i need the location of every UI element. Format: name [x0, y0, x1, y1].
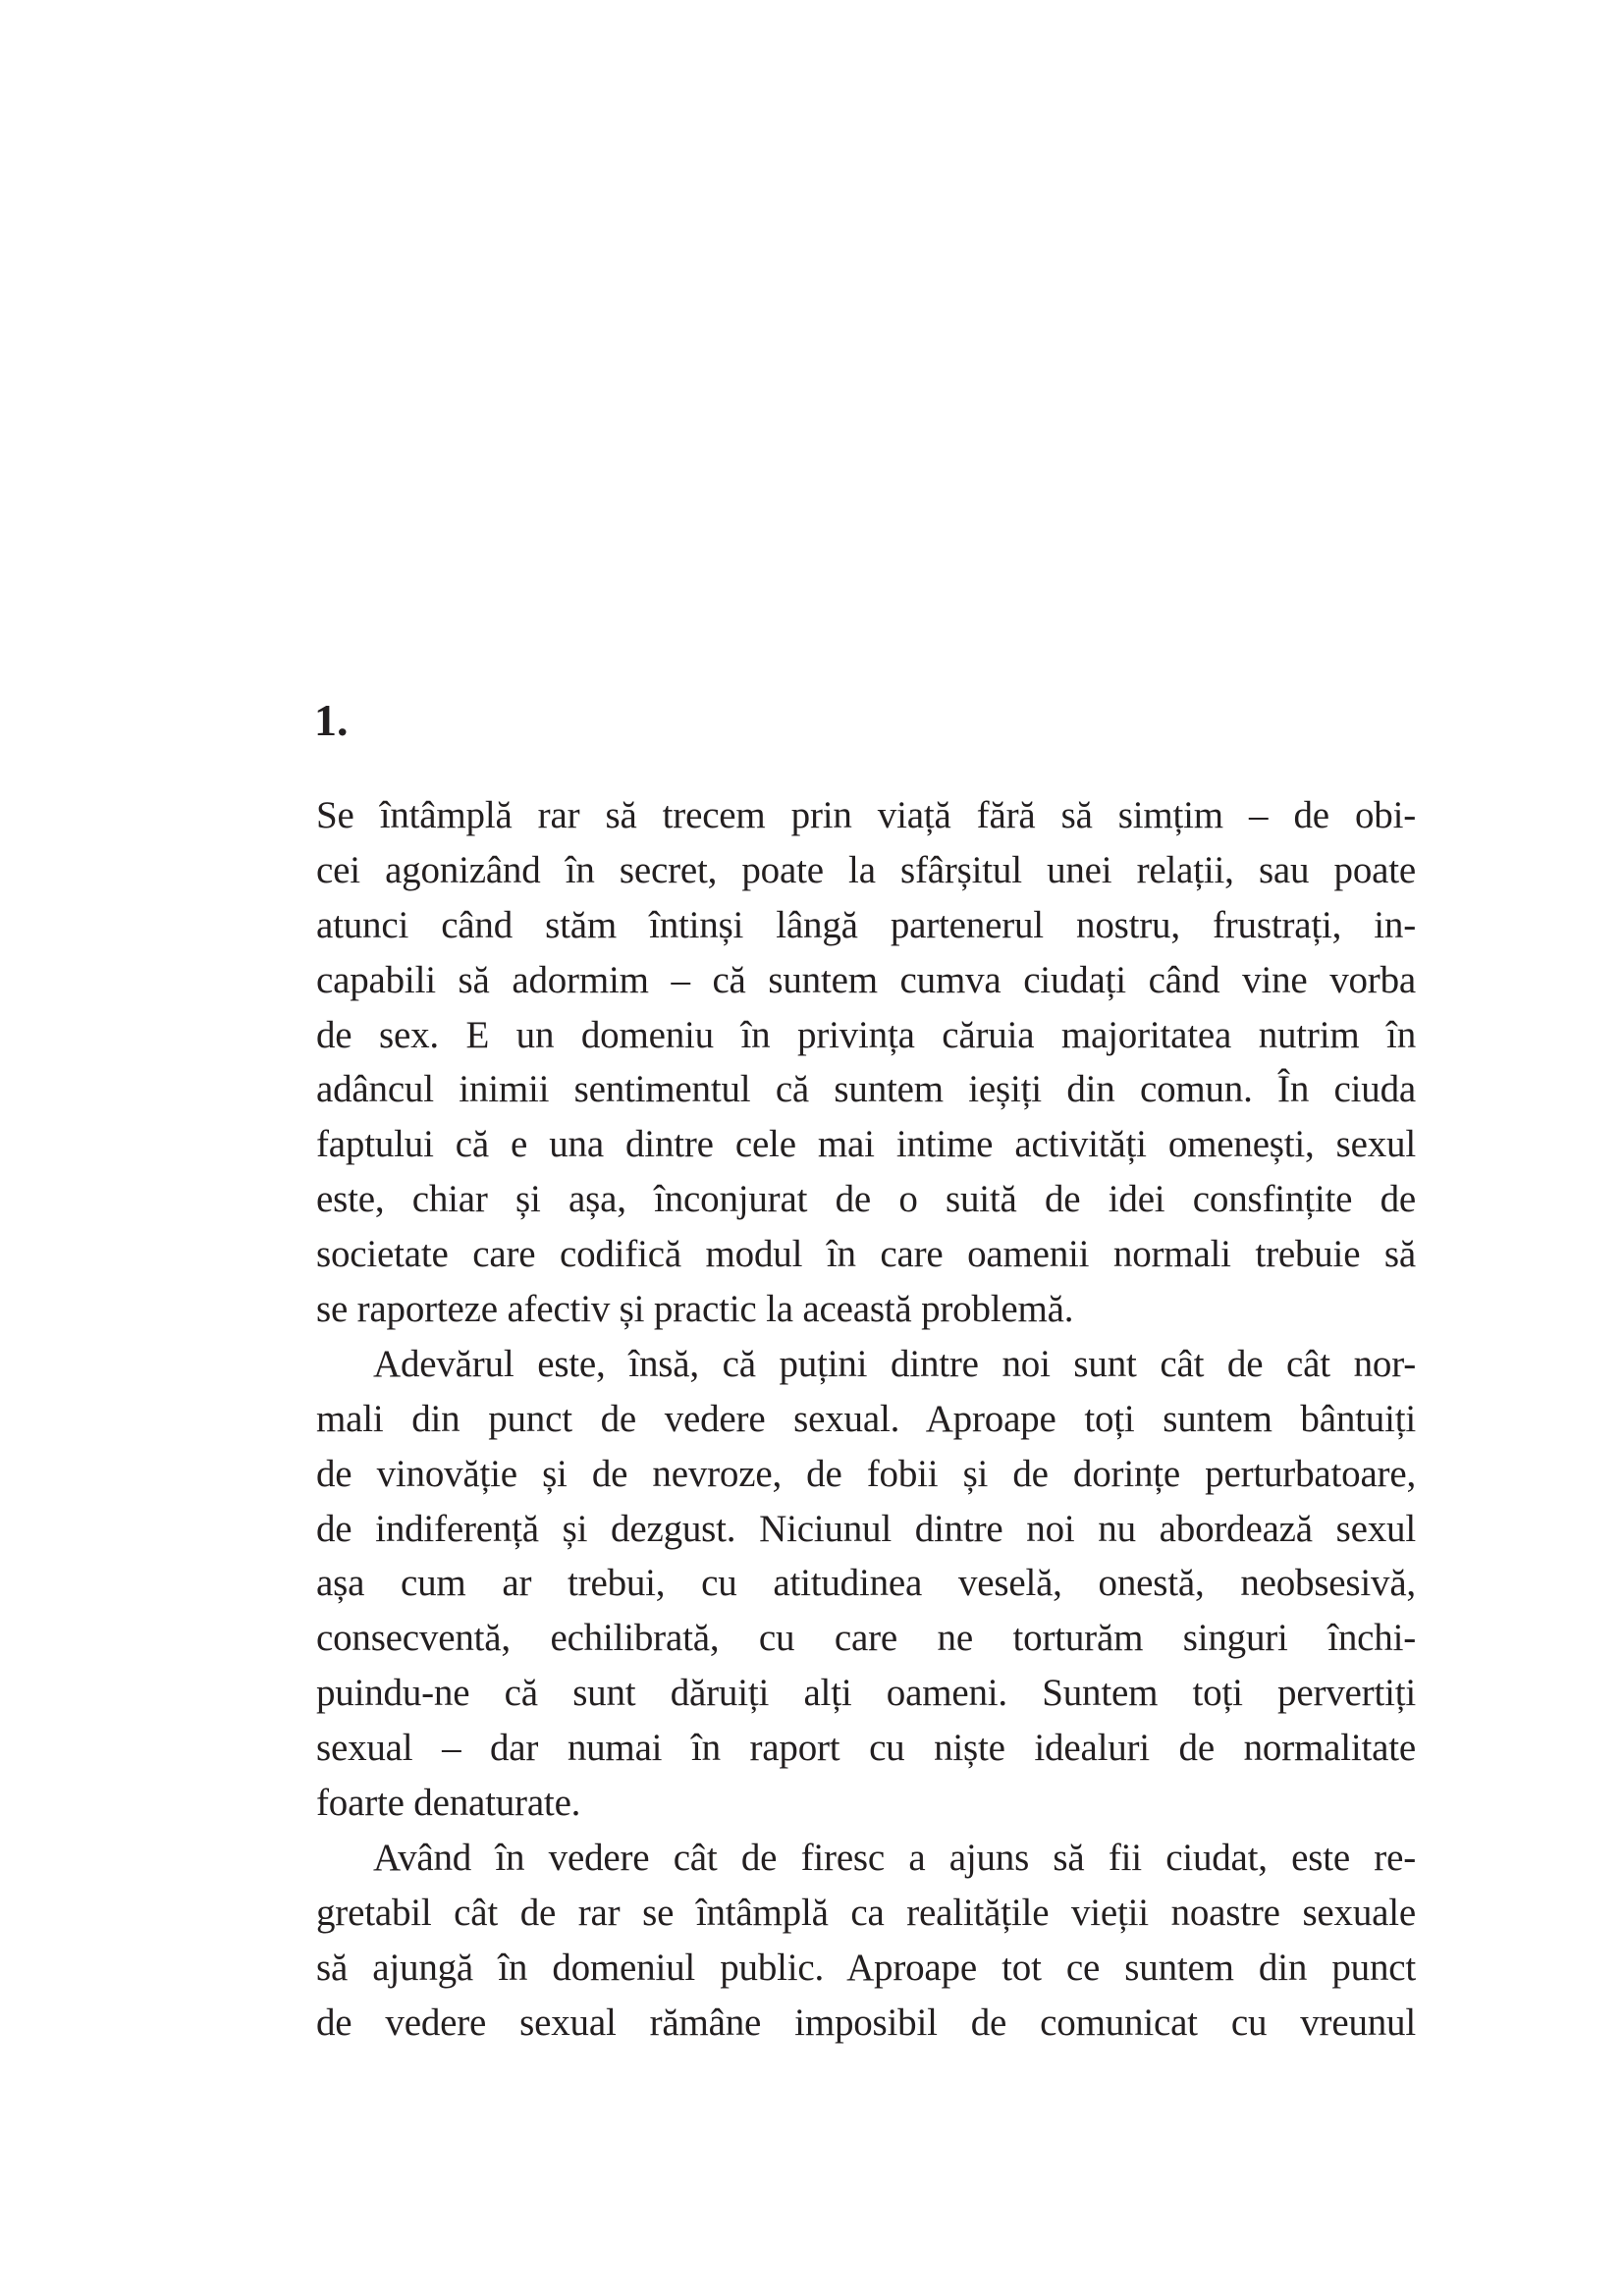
text-line: este, chiar și așa, înconjurat de o suită de idei consfințite de: [316, 1178, 1416, 1221]
paragraph-3: [316, 1831, 1416, 2051]
text-line: așa cum ar trebui, cu atitudinea veselă, onestă, neobsesivă,: [316, 1562, 1416, 1605]
paragraph-1: [316, 788, 1416, 1337]
text-line: sexual – dar numai în raport cu niște idealuri de normalitate: [316, 1727, 1416, 1770]
text-line: de indiferență și dezgust. Niciunul dintre noi nu abordează sexul: [316, 1507, 1416, 1550]
text-line: de vinovăție și de nevroze, de fobii și de dorințe perturbatoare,: [316, 1452, 1416, 1495]
text-line: Adevărul este, însă, că puțini dintre noi sunt cât de cât nor-: [373, 1342, 1416, 1385]
text-line: Având în vedere cât de firesc a ajuns să fii ciudat, este re-: [373, 1836, 1416, 1879]
text-line: de vedere sexual rămâne imposibil de comunicat cu vreunul: [316, 2001, 1416, 2044]
text-line: puindu-ne că sunt dăruiți alți oameni. Suntem toți pervertiți: [316, 1672, 1416, 1715]
chapter-body: [316, 788, 1416, 2050]
text-line: societate care codifică modul în care oamenii normali trebuie să: [316, 1233, 1416, 1276]
text-line: consecventă, echilibrată, cu care ne torturăm singuri închi-: [316, 1617, 1416, 1660]
paragraph-2: [316, 1337, 1416, 1831]
text-line: Se întâmplă rar să trecem prin viață fără să simțim – de obi-: [316, 794, 1416, 836]
text-line: foarte denaturate.: [316, 1782, 581, 1825]
text-line: adâncul inimii sentimentul că suntem ieșiți din comun. În ciuda: [316, 1068, 1416, 1111]
text-line: să ajungă în domeniul public. Aproape tot ce suntem din punct: [316, 1946, 1416, 1989]
text-line: mali din punct de vedere sexual. Aproape toți suntem bântuiți: [316, 1397, 1416, 1440]
text-line: atunci când stăm întinși lângă partenerul nostru, frustrați, in-: [316, 903, 1416, 946]
text-line: gretabil cât de rar se întâmplă ca realitățile vieții noastre sexuale: [316, 1891, 1416, 1934]
chapter-number: 1.: [314, 695, 349, 745]
text-line: faptului că e una dintre cele mai intime activități omenești, sexul: [316, 1123, 1416, 1166]
text-line: de sex. E un domeniu în privința căruia majoritatea nutrim în: [316, 1013, 1416, 1056]
text-line: capabili să adormim – că suntem cumva ciudați când vine vorba: [316, 958, 1416, 1001]
text-line: se raporteze afectiv și practic la această problemă.: [316, 1288, 1074, 1331]
text-line: cei agonizând în secret, poate la sfârșitul unei relații, sau poate: [316, 848, 1416, 891]
